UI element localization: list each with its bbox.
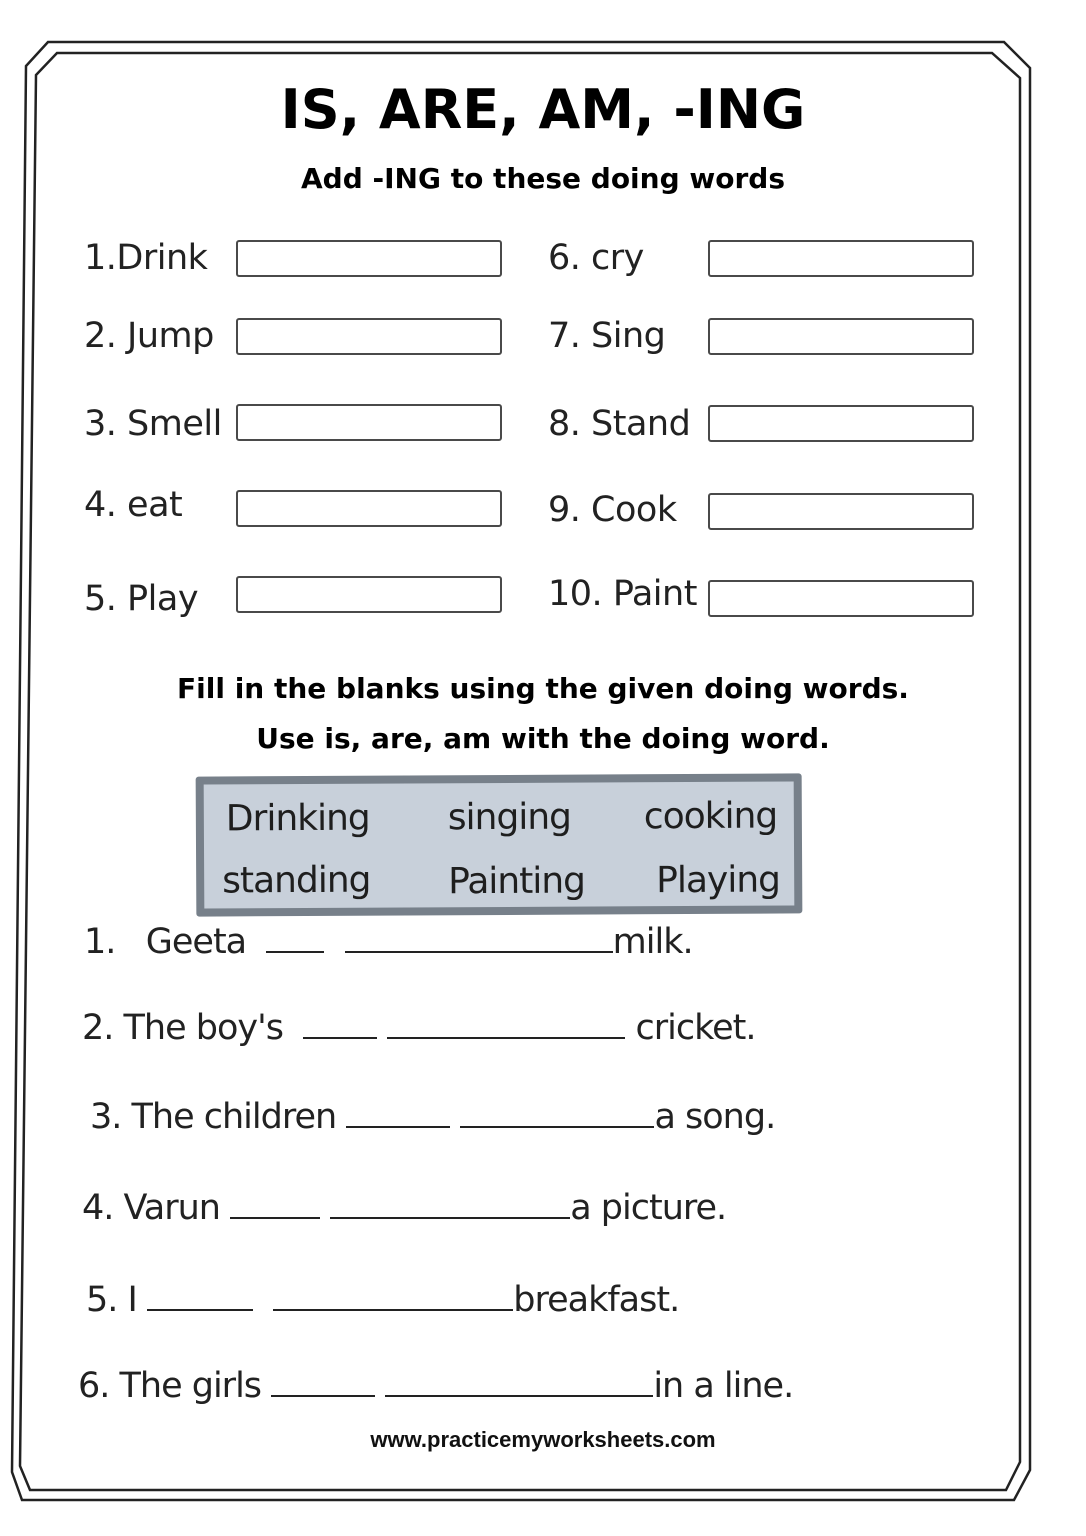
word-bank bbox=[196, 773, 803, 916]
answer-box-3[interactable] bbox=[236, 404, 502, 441]
item-9 bbox=[548, 490, 677, 530]
word-bank-item: Playing bbox=[656, 859, 781, 902]
sentence-suffix: in a line. bbox=[653, 1366, 794, 1406]
item-number: 4. bbox=[84, 485, 117, 525]
item-3 bbox=[84, 404, 222, 444]
blank-verb[interactable] bbox=[230, 1216, 320, 1219]
item-word: Paint bbox=[612, 574, 697, 614]
item-number: 1. bbox=[84, 238, 117, 278]
blank-doing-word[interactable] bbox=[387, 1036, 625, 1039]
item-word: Stand bbox=[591, 404, 691, 444]
item-word: Smell bbox=[127, 404, 222, 444]
website-footer: www.practicemyworksheets.com bbox=[370, 1427, 716, 1452]
item-8 bbox=[548, 404, 690, 444]
sentence-3 bbox=[90, 1097, 775, 1137]
sentence-prefix: 1. Geeta bbox=[84, 922, 247, 962]
blank-verb[interactable] bbox=[346, 1125, 450, 1128]
answer-box-1[interactable] bbox=[236, 240, 502, 277]
blank-verb[interactable] bbox=[271, 1394, 375, 1397]
item-number: 2. bbox=[84, 316, 117, 356]
answer-box-8[interactable] bbox=[708, 405, 974, 442]
item-word: Drink bbox=[116, 238, 208, 278]
section2-instruction-line2: Use is, are, am with the doing word. bbox=[256, 722, 830, 755]
sentence-prefix: 6. The girls bbox=[78, 1366, 262, 1406]
blank-doing-word[interactable] bbox=[273, 1308, 513, 1311]
worksheet-title: IS, ARE, AM, -ING bbox=[280, 78, 806, 141]
word-bank-item: standing bbox=[222, 859, 371, 902]
section2-instruction-line1: Fill in the blanks using the given doing words. bbox=[177, 672, 909, 705]
sentence-suffix: a picture. bbox=[570, 1188, 727, 1228]
item-6 bbox=[548, 238, 644, 278]
word-bank-item: Drinking bbox=[225, 797, 370, 840]
item-word: cry bbox=[591, 238, 644, 278]
sentence-prefix: 3. The children bbox=[90, 1097, 337, 1137]
sentence-6 bbox=[78, 1366, 793, 1406]
item-number: 7. bbox=[548, 316, 581, 356]
item-number: 10. bbox=[548, 574, 603, 614]
blank-doing-word[interactable] bbox=[460, 1125, 654, 1128]
item-word: eat bbox=[127, 485, 183, 525]
sentence-prefix: 2. The boy's bbox=[82, 1008, 283, 1048]
item-10 bbox=[548, 574, 697, 614]
sentence-suffix: a song. bbox=[654, 1097, 776, 1137]
word-bank-item: singing bbox=[447, 796, 572, 839]
item-word: Cook bbox=[591, 490, 677, 530]
blank-doing-word[interactable] bbox=[345, 950, 613, 953]
item-word: Sing bbox=[591, 316, 666, 356]
item-number: 9. bbox=[548, 490, 581, 530]
sentence-prefix: 4. Varun bbox=[82, 1188, 220, 1228]
sentence-4 bbox=[82, 1188, 726, 1228]
answer-box-2[interactable] bbox=[236, 318, 502, 355]
answer-box-5[interactable] bbox=[236, 576, 502, 613]
answer-box-10[interactable] bbox=[708, 580, 974, 617]
blank-doing-word[interactable] bbox=[330, 1216, 570, 1219]
word-bank-item: cooking bbox=[643, 795, 778, 838]
answer-box-9[interactable] bbox=[708, 493, 974, 530]
blank-verb[interactable] bbox=[266, 950, 324, 953]
item-4 bbox=[84, 485, 182, 525]
blank-doing-word[interactable] bbox=[385, 1394, 653, 1397]
item-number: 6. bbox=[548, 238, 581, 278]
item-5 bbox=[84, 579, 198, 619]
sentence-suffix: breakfast. bbox=[513, 1280, 680, 1320]
answer-box-7[interactable] bbox=[708, 318, 974, 355]
sentence-1 bbox=[84, 922, 693, 962]
item-number: 3. bbox=[84, 404, 117, 444]
sentence-suffix: milk. bbox=[612, 922, 693, 962]
blank-verb[interactable] bbox=[303, 1036, 377, 1039]
item-2 bbox=[84, 316, 214, 356]
item-1 bbox=[84, 238, 207, 278]
sentence-prefix: 5. I bbox=[86, 1280, 137, 1320]
sentence-5 bbox=[86, 1280, 679, 1320]
item-number: 5. bbox=[84, 579, 117, 619]
sentence-suffix: cricket. bbox=[635, 1008, 756, 1048]
item-word: Play bbox=[127, 579, 199, 619]
answer-box-4[interactable] bbox=[236, 490, 502, 527]
sentence-2 bbox=[82, 1008, 756, 1048]
section1-instruction: Add -ING to these doing words bbox=[300, 162, 785, 195]
word-bank-item: Painting bbox=[448, 860, 586, 903]
item-word: Jump bbox=[127, 316, 214, 356]
item-number: 8. bbox=[548, 404, 581, 444]
blank-verb[interactable] bbox=[147, 1308, 253, 1311]
answer-box-6[interactable] bbox=[708, 240, 974, 277]
item-7 bbox=[548, 316, 665, 356]
